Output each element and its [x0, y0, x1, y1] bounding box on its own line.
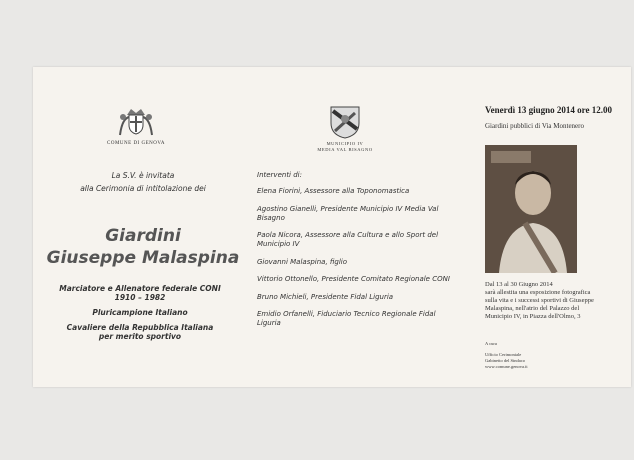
exhibition-line2: sarà allestita una esposizione fotografica — [485, 289, 591, 296]
exhibition-line3: sulla vita e i successi sportivi di Giuseppe — [485, 297, 594, 304]
genova-crest-logo — [117, 105, 155, 139]
honors-line4: Cavaliere della Repubblica Italiana — [66, 323, 214, 332]
title-line2: Giuseppe Malaspina — [46, 248, 240, 268]
honors-line2: 1910 – 1982 — [114, 293, 166, 302]
honors-line5: per merito sportivo — [98, 332, 182, 341]
organizer-line4: www.comune.genova.it — [485, 364, 528, 369]
speaker-item: Giovanni Malaspina, figlio — [257, 257, 348, 266]
organizer-line3: Gabinetto del Sindaco — [485, 358, 525, 363]
municipio-caption-line1: MUNICIPIO IV — [326, 141, 364, 146]
municipio-crest-logo — [329, 105, 361, 139]
honors-line3: Pluricampione Italiano — [92, 308, 188, 317]
speaker-item: Agostino Gianelli, Presidente Municipio IV Media Val Bisagno — [257, 204, 439, 222]
title-line1: Giardini — [105, 226, 181, 246]
speaker-item: Vittorio Ottonello, Presidente Comitato Regionale CONI — [257, 275, 450, 283]
invitation-line1: La S.V. è invitata — [111, 171, 175, 180]
speaker-item: Elena Fiorini, Assessore alla Toponomastica — [257, 187, 410, 195]
genova-caption: COMUNE DI GENOVA — [107, 141, 165, 146]
municipio-caption-line2: MEDIA VAL BISAGNO — [317, 147, 373, 152]
athlete-portrait-photo — [485, 145, 577, 273]
main-title — [45, 225, 241, 269]
event-place: Giardini pubblici di Via Montenero — [485, 122, 584, 130]
organizer-info — [485, 341, 615, 370]
honors-block — [55, 284, 225, 341]
speaker-item: Bruno Michieli, Presidente Fidal Liguria — [257, 292, 394, 301]
invitation-line2: alla Cerimonia di intitolazione dei — [80, 184, 206, 193]
speaker-item: Emidio Orfanelli, Fiduciario Tecnico Regionale Fidal Liguria — [257, 310, 436, 327]
speakers-label: Interventi di: — [257, 171, 302, 179]
exhibition-info — [485, 281, 615, 321]
speaker-item: Paola Nicora, Assessore alla Cultura e allo Sport del Municipio IV — [257, 231, 439, 248]
invitation-sheet — [33, 67, 631, 387]
invitation-text — [73, 169, 213, 195]
exhibition-line1: Dal 13 al 30 Giugno 2014 — [485, 281, 553, 288]
exhibition-line4: Malaspina, nell'atrio del Palazzo del — [485, 305, 580, 312]
organizer-line2: Ufficio Cerimoniale — [485, 352, 522, 357]
organizer-line1: A cura — [485, 341, 497, 346]
event-date-time: Venerdì 13 giugno 2014 ore 12.00 — [485, 105, 613, 115]
municipio-caption — [308, 141, 382, 153]
honors-line1: Marciatore e Allenatore federale CONI — [59, 284, 221, 293]
exhibition-line5: Municipio IV, in Piazza dell'Olmo, 3 — [485, 313, 581, 320]
speakers-list — [257, 187, 457, 337]
